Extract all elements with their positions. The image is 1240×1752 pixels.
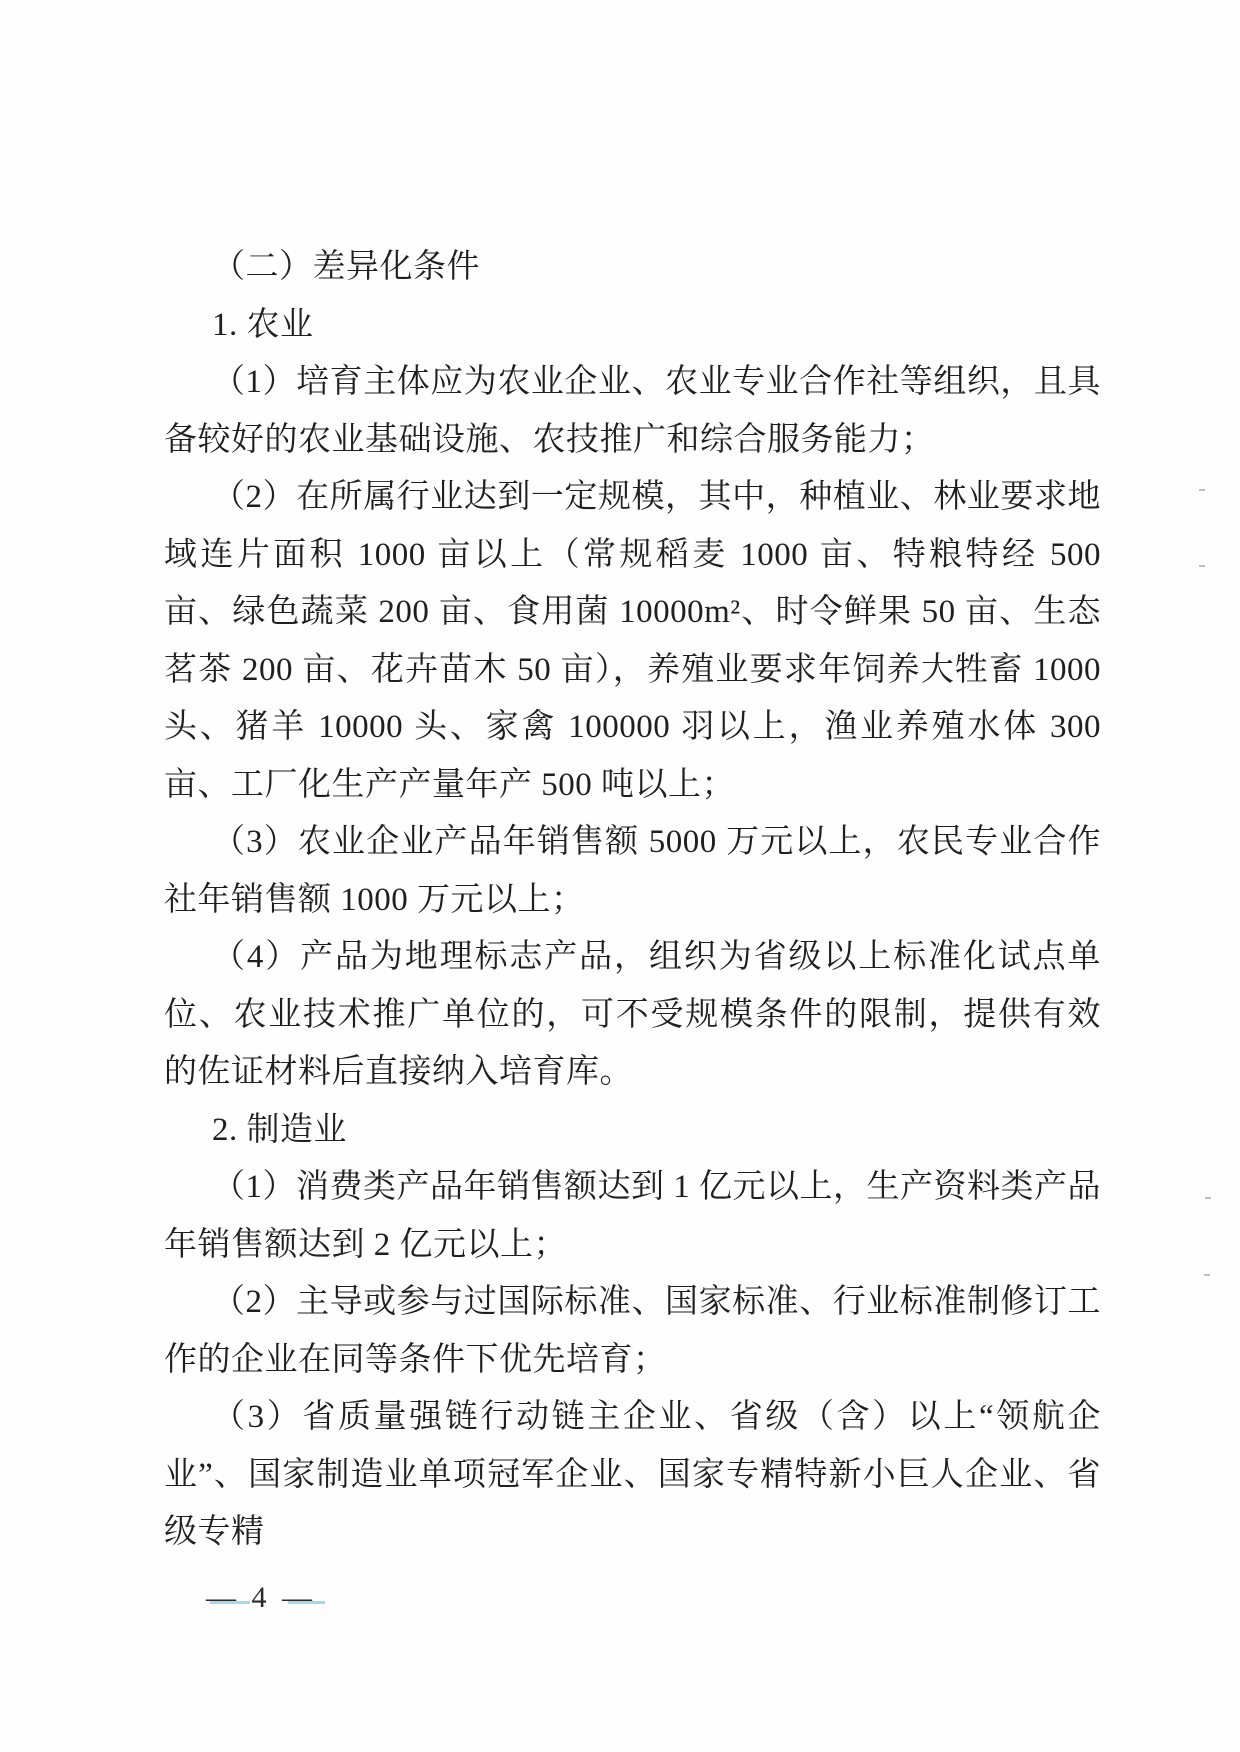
- paragraph-manufacturing-3: （3）省质量强链行动链主企业、省级（含）以上“领航企业”、国家制造业单项冠军企业、国家专精特新小巨人企业、省级专精: [164, 1399, 1101, 1550]
- paragraph-agriculture-4: （4）产品为地理标志产品，组织为省级以上标准化试点单位、农业技术推广单位的，可不受规模条件的限制，提供有效的佐证材料后直接纳入培育库。: [164, 939, 1101, 1090]
- paragraph-manufacturing-2: （2）主导或参与过国际标准、国家标准、行业标准制修订工作的企业在同等条件下优先培育；: [164, 1284, 1101, 1378]
- subsection-heading-manufacturing: 2. 制造业: [212, 1111, 347, 1148]
- page-number: — 4 —: [206, 1581, 316, 1614]
- scan-speck: [1205, 1197, 1211, 1199]
- scan-speck: [1199, 489, 1205, 491]
- section-heading: （二）差异化条件: [212, 249, 480, 285]
- subsection-heading-agriculture: 1. 农业: [212, 306, 314, 343]
- scan-speck: [1204, 1274, 1210, 1276]
- paragraph-agriculture-2: （2）在所属行业达到一定规模，其中，种植业、林业要求地域连片面积 1000 亩以上（常规稻麦 1000 亩、特粮特经 500 亩、绿色蔬菜 200 亩、食用菌 10000m²、时令鲜果 50 亩、生态茗茶 200 亩、花卉苗木 50 亩），养殖业要求年饲养大牲畜 1000 头、猪羊 10000 头、家禽 100000 羽以上，渔业养殖水体 300 亩、工厂化生产产量年产 500 吨以上；: [164, 479, 1101, 803]
- paragraph-agriculture-3: （3）农业企业产品年销售额 5000 万元以上，农民专业合作社年销售额 1000 万元以上；: [164, 824, 1101, 918]
- paragraph-manufacturing-1: （1）消费类产品年销售额达到 1 亿元以上，生产资料类产品年销售额达到 2 亿元以上；: [164, 1169, 1101, 1263]
- scan-speck: [1199, 565, 1205, 567]
- document-body: [164, 239, 1101, 1562]
- paragraph-agriculture-1: （1）培育主体应为农业企业、农业专业合作社等组织，且具备较好的农业基础设施、农技推广和综合服务能力；: [164, 364, 1101, 458]
